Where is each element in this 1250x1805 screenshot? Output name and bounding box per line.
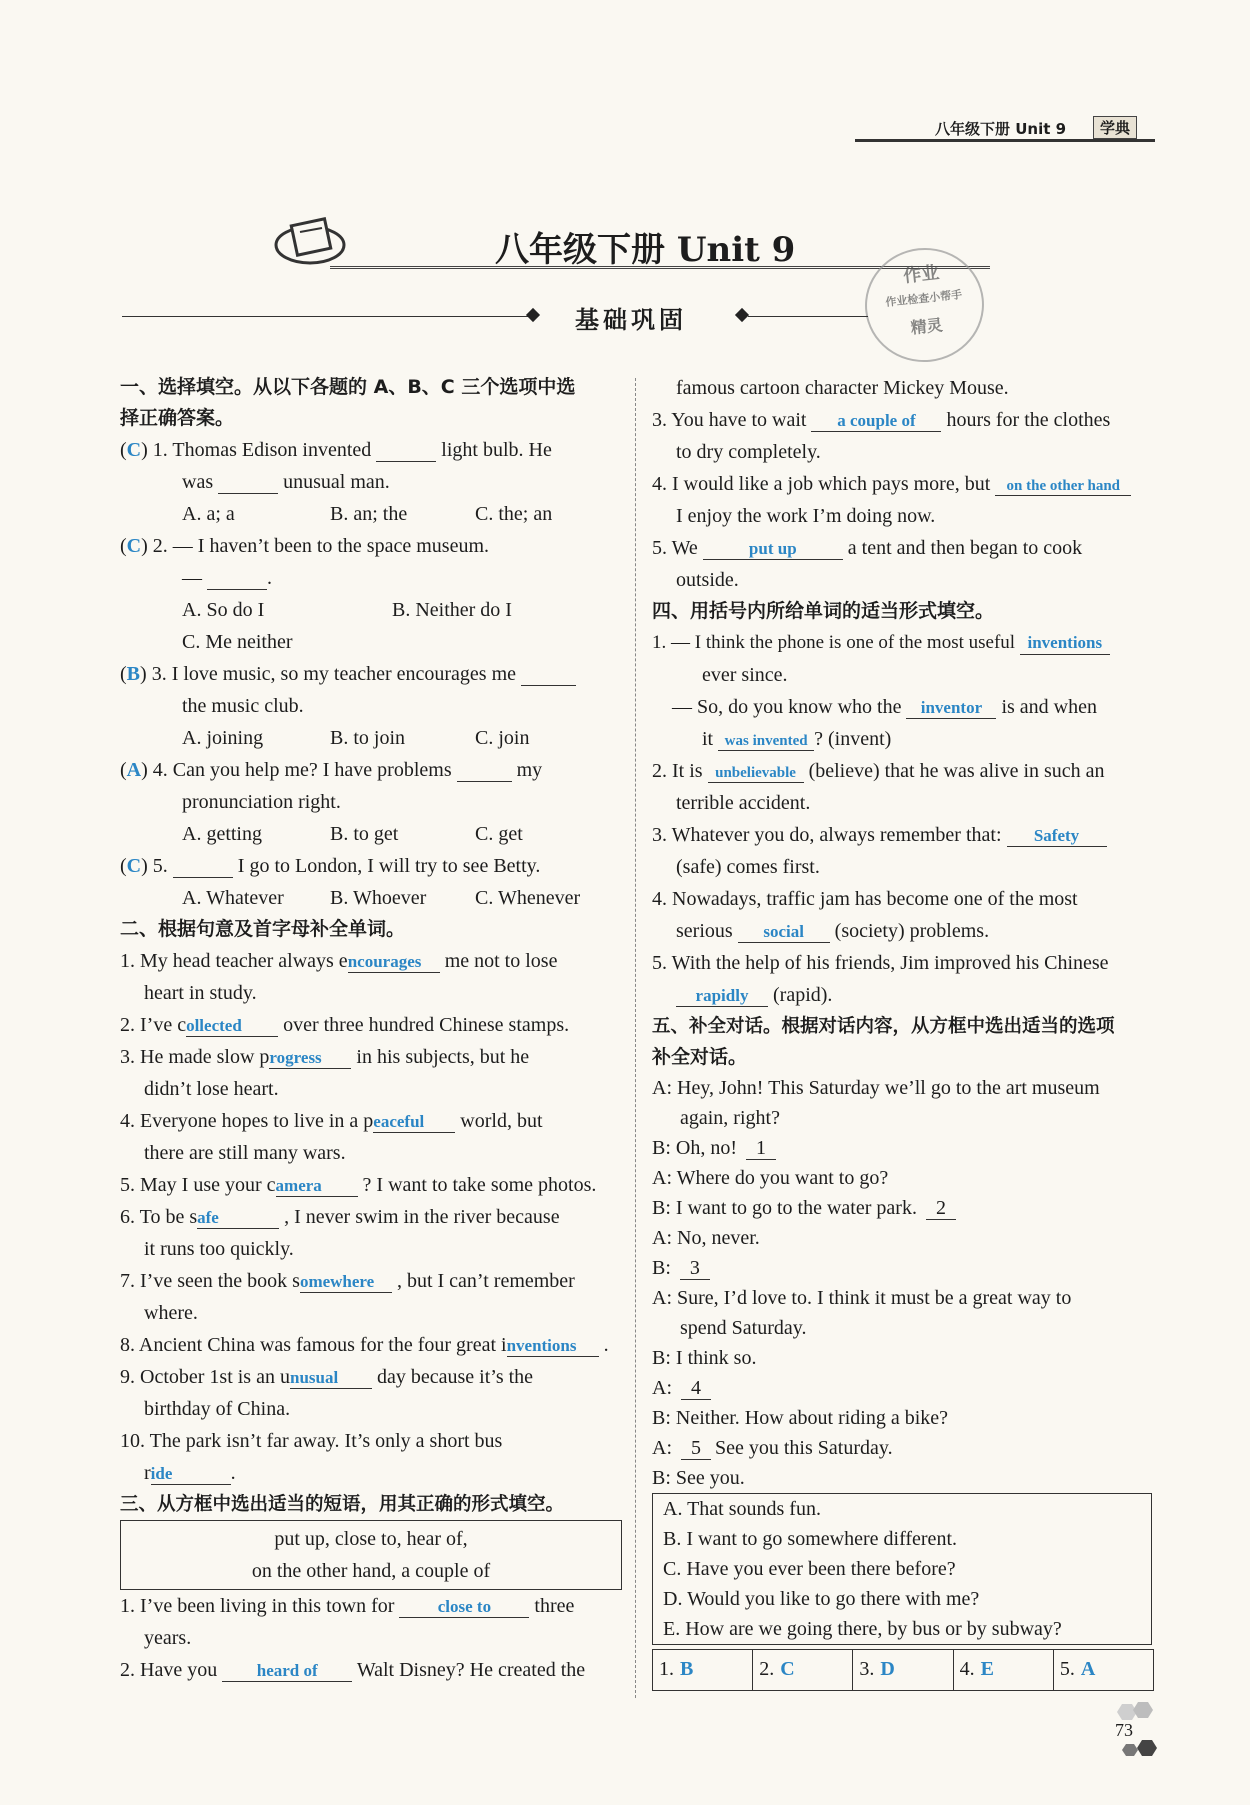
option-a: A. Whatever [182,887,284,909]
dialog-blank [681,1377,711,1400]
answer: C [126,535,142,557]
q-text: 2. Have you [120,1659,218,1681]
option-c: C. join [475,727,530,749]
hexagon-decoration-icon [1112,1700,1162,1760]
blank [507,1334,599,1357]
dialog-line [652,1193,1172,1223]
part1-heading-2: 择正确答案。 [120,407,235,429]
mc-question-1-cont [120,466,640,498]
answer: rogress [269,1048,322,1067]
q-text: 5. [152,855,168,877]
section-rule-left [122,316,532,317]
dialog-line [652,1403,1172,1433]
dialog-blank [746,1137,776,1160]
option-b: B. Neither do I [392,599,512,621]
q-text: 1. I’ve been living in this town for [120,1595,395,1617]
speaker: A: [652,1377,672,1399]
answer: on the other hand [1006,478,1121,494]
q-text: I go to London, I will try to see Betty. [237,855,541,877]
q-text: 3. You have to wait [652,409,807,431]
answer: rapidly [695,986,749,1005]
blank [218,471,278,494]
q-text: my [516,759,543,781]
blank-number: 2 [935,1197,946,1219]
part5-heading-2: 补全对话。 [652,1046,748,1068]
dialog-line [652,1253,1172,1283]
option-b: B. to join [330,727,406,749]
stamp-line3: 精灵 [909,315,944,338]
dialog [652,1073,1172,1493]
q-text: r [144,1462,151,1484]
mc-question-2-cont: — . [182,567,272,589]
answer-cell [1053,1650,1153,1690]
dialog-text: Oh, no! [675,1137,738,1159]
dialog-line [652,1373,1172,1403]
dialog-option: A. That sounds fun. [663,1498,821,1520]
q-text: day because it’s the [376,1366,534,1388]
part2-item-cont: birthday of China. [144,1398,291,1420]
answer-cells [653,1650,1153,1690]
part4-q1b [652,691,1172,723]
dialog-blank [681,1437,711,1460]
dialog-text: Sure, I’d love to. I think it must be a great way to [677,1287,1072,1309]
right-column [652,372,1172,1691]
part3-q3-cont: to dry completely. [676,441,821,463]
answer: nusual [289,1368,339,1387]
blank-number: 4 [691,1377,701,1399]
dialog-line-cont: again, right? [680,1107,780,1129]
blank [1007,824,1107,847]
mc-question-3: (B) 3. I love music, so my teacher encourages me [120,658,640,690]
q-text: serious [676,920,733,942]
mc-options-4 [120,818,640,850]
part4-q4: 4. Nowadays, traffic jam has become one of the most [652,888,1078,910]
dialog-text: Hey, John! This Saturday we’ll go to the art museum [677,1077,1100,1099]
option-b: B. an; the [330,503,408,525]
q-text: 6. To be s [120,1206,198,1228]
answer-number: 2. [759,1658,775,1680]
blank [718,728,814,751]
part4-q1b-cont [652,723,1172,755]
q-text: 1. — I think the phone is one of the most useful [652,632,1016,653]
part3-q4 [652,468,1172,500]
speaker: B: [652,1407,671,1429]
part3-q4-cont: I enjoy the work I’m doing now. [676,505,936,527]
part3-q2-cont: famous cartoon character Mickey Mouse. [676,377,1009,399]
answer: omewhere [299,1272,375,1291]
q-text: Walt Disney? He created the [356,1659,586,1681]
q-text: (rapid). [773,984,833,1006]
speaker: A: [652,1287,672,1309]
dialog-options-box [652,1493,1152,1645]
q-text: 4. Can you help me? I have problems [152,759,452,781]
part2-item [120,1201,640,1233]
q-text: (believe) that he was alive in such an [808,760,1105,782]
part4-q1a [652,627,1172,659]
part2-item-cont: there are still many wars. [144,1142,346,1164]
options-list [663,1494,1151,1644]
speaker: A: [652,1167,672,1189]
blank [222,1659,352,1682]
dialog-text: Where do you want to go? [676,1167,889,1189]
dialog-text: See you. [675,1467,745,1489]
mc-options-5 [120,882,640,914]
blank [300,1270,392,1293]
stamp-line1: 作业 [902,262,941,287]
blank [703,537,843,560]
answer-table [652,1649,1154,1691]
answer: afe [197,1208,219,1227]
q-text: light bulb. He [441,439,552,461]
q-text: 4. I would like a job which pays more, but [652,473,991,495]
dialog-blank [926,1197,956,1220]
header-rule [855,139,1155,142]
q-text: it [702,728,714,750]
answer-cell [752,1650,852,1690]
q-text: unusual man. [283,471,390,493]
mc-options-3 [120,722,640,754]
dialog-line [652,1433,1172,1463]
part3-q1 [120,1590,640,1622]
phrase-box-line1: put up, close to, hear of, [274,1528,468,1550]
blank [738,920,830,943]
option-c: C. get [475,823,523,845]
mc-question-1: (C) 1. Thomas Edison invented light bulb. He [120,439,552,461]
dialog-line [652,1133,1172,1163]
option-c: C. Me neither [182,631,293,653]
q-text: 2. It is [652,760,703,782]
part3-q1-cont: years. [144,1627,192,1649]
part2-item [120,1041,640,1073]
dialog-line [652,1463,1172,1493]
mc-question-5: (C) 5. I go to London, I will try to see Betty. [120,855,541,877]
stamp [859,242,989,368]
part2-item [120,1425,640,1457]
answer-number: 3. [859,1658,875,1680]
part4-q3 [652,819,1172,851]
option-a: A. getting [182,823,262,845]
q-text: 9. October 1st is an u [120,1366,290,1388]
q-text: 5. May I use your c [120,1174,276,1196]
part2-item [120,1265,640,1297]
answer: close to [437,1597,492,1616]
book-logo-icon [272,210,352,270]
dialog-line [652,1223,1172,1253]
page-number: 73 [1115,1720,1133,1740]
speaker: B: [652,1347,671,1369]
answer: C [126,439,142,461]
q-text: 2. — I haven’t been to the space museum. [152,535,489,557]
answer: amera [275,1176,322,1195]
dialog-text: See you this Saturday. [715,1437,893,1459]
option-c: C. Whenever [475,887,581,909]
speaker: B: [652,1257,671,1279]
q-text: , but I can’t remember [396,1270,575,1292]
answer-number: 4. [959,1658,975,1680]
q-text: , I never swim in the river because [284,1206,560,1228]
speaker: B: [652,1137,671,1159]
dialog-text: Neither. How about riding a bike? [675,1407,949,1429]
answer: heard of [256,1661,318,1680]
part3-q5 [652,532,1172,564]
option-a: A. a; a [182,503,235,525]
blank [906,696,996,719]
part4-q3-cont: (safe) comes first. [676,856,820,878]
part3-q2 [120,1654,640,1686]
answer: A [1080,1658,1096,1680]
q-text: 5. We [652,537,698,559]
part2-item-cont [120,1457,640,1489]
dialog-text: No, never. [677,1227,760,1249]
mc-question-2: (C) 2. — I haven’t been to the space museum. [120,535,489,557]
dialog-text: I think so. [675,1347,757,1369]
q-text: (society) problems. [834,920,990,942]
blank [269,1046,351,1069]
dialog-line [652,1163,1172,1193]
answer-number: 5. [1059,1658,1075,1680]
blank [399,1595,529,1618]
answer: B [126,663,141,685]
phrase-box-line2: on the other hand, a couple of [251,1560,491,1582]
answer: D [880,1658,895,1680]
blank [348,950,440,973]
speaker: A: [652,1227,672,1249]
dialog-line-cont: spend Saturday. [680,1317,807,1339]
blank [376,439,436,462]
blank [708,760,804,783]
option-b: B. to get [330,823,399,845]
answer: C [780,1658,795,1680]
running-header [855,118,1155,140]
section-rule-right [748,316,868,317]
q-text: 10. The park isn’t far away. It’s only a short bus [120,1430,503,1452]
q-text: — So, do you know who the [672,696,902,718]
answer: was invented [724,733,808,749]
blank-number: 3 [689,1257,700,1279]
blank [207,567,267,590]
q-text: over three hundred Chinese stamps. [283,1014,570,1036]
dialog-option: D. Would you like to go there with me? [663,1588,980,1610]
part4-q5-cont [652,979,1172,1011]
q-text: 2. I’ve c [120,1014,187,1036]
part2-item-cont: where. [144,1302,198,1324]
q-text: 1. My head teacher always e [120,950,348,972]
q-text: ? (invent) [814,728,892,750]
part2-item [120,1361,640,1393]
q-text: three [534,1595,575,1617]
blank [373,1110,455,1133]
part5-heading: 五、补全对话。根据对话内容，从方框中选出适当的选项 [652,1016,1115,1037]
dialog-line [652,1283,1172,1313]
stamp-line2: 作业检查小帮手 [884,288,963,310]
part1-heading: 一、选择填空。从以下各题的 A、B、C 三个选项中选 [120,376,576,398]
part4-q2-cont: terrible accident. [676,792,811,814]
dialog-option: E. How are we going there, by bus or by subway? [663,1618,1062,1640]
answer-number: 1. [659,1658,674,1680]
option-a: A. So do I [182,599,265,621]
diamond-icon [735,308,749,322]
part2-item-cont: didn’t lose heart. [144,1078,279,1100]
part3-q5-cont: outside. [676,569,739,591]
dialog-line [652,1343,1172,1373]
part4-q1a-cont: ever since. [702,664,788,686]
answer: C [126,855,142,877]
answer: inventor [920,698,983,717]
speaker: A: [652,1077,672,1099]
mc-question-4-cont [120,786,640,818]
q-text: 3. Whatever you do, always remember that: [652,824,1002,846]
q-text: 7. I’ve seen the book s [120,1270,300,1292]
q-text: ? I want to take some photos. [362,1174,597,1196]
answer: social [763,922,804,941]
part2-item [120,1105,640,1137]
part2-heading: 二、根据句意及首字母补全单词。 [120,918,406,940]
part4-q2 [652,755,1172,787]
blank [995,473,1131,496]
answer: E [980,1658,994,1680]
blank [521,663,576,686]
option-b: B. Whoever [330,887,427,909]
q-text: in his subjects, but he [356,1046,530,1068]
answer: a couple of [837,411,916,430]
blank [457,759,512,782]
part2-item [120,1169,640,1201]
header-badge: 学典 [1093,116,1137,139]
part2-item-cont: heart in study. [144,982,257,1004]
phrase-box [120,1520,622,1590]
answer: inventions [1027,633,1103,652]
blank [811,409,941,432]
mc-options-2 [120,594,640,626]
answer-cell [653,1650,752,1690]
part3-heading: 三、从方框中选出适当的短语，用其正确的形式填空。 [120,1494,565,1515]
section-title: 基础巩固 [575,306,687,334]
blank-number: 1 [756,1137,767,1159]
q-text: 3. He made slow p [120,1046,270,1068]
diamond-icon [526,308,540,322]
part3-q3 [652,404,1172,436]
option-a: A. joining [182,727,264,749]
part4-heading: 四、用括号内所给单词的适当形式填空。 [652,600,995,622]
blank [197,1206,279,1229]
speaker: B: [652,1197,671,1219]
mc-question-3-cont [120,690,640,722]
blank [276,1174,358,1197]
blank [1020,633,1110,655]
q-text: a tent and then began to cook [847,537,1083,559]
answer: put up [748,539,797,558]
dialog-blank [680,1257,710,1280]
q-text: pronunciation right. [182,791,341,813]
q-text: — [182,567,202,589]
answer: eaceful [373,1112,425,1131]
dialog-option: B. I want to go somewhere different. [663,1528,957,1550]
part2-item [120,1329,640,1361]
answer: ide [150,1464,173,1483]
speaker: A: [652,1437,672,1459]
q-text: 4. Everyone hopes to live in a p [120,1110,374,1132]
left-column [120,372,640,1686]
part4-q5: 5. With the help of his friends, Jim improved his Chinese [652,952,1109,974]
speaker: B: [652,1467,671,1489]
blank-number: 5 [691,1437,701,1459]
answer: nventions [506,1336,577,1355]
dialog-text: I want to go to the water park. [675,1197,917,1219]
dialog-option: C. Have you ever been there before? [663,1558,956,1580]
part2-list [120,945,640,1489]
answer-cell [953,1650,1053,1690]
answer: A [126,759,142,781]
q-text: . [603,1334,609,1356]
part2-item-cont: it runs too quickly. [144,1238,294,1260]
q-text: world, but [460,1110,543,1132]
answer: ollected [186,1016,242,1035]
part2-item [120,1009,640,1041]
q-text: the music club. [182,695,304,717]
option-c: C. the; an [475,503,553,525]
q-text: was [182,471,214,493]
answer-cell [852,1650,952,1690]
dialog-line [652,1073,1172,1103]
q-text: is and when [1001,696,1097,718]
answer: ncourages [347,952,422,971]
blank [151,1462,231,1485]
blank [676,984,768,1007]
blank [173,855,233,878]
answer: unbelievable [715,765,796,781]
blank [186,1014,278,1037]
q-text: hours for the clothes [946,409,1111,431]
q-text: 1. Thomas Edison invented [152,439,372,461]
part4-q4-cont [652,915,1172,947]
q-text: . [230,1462,236,1484]
q-text: 8. Ancient China was famous for the four great i [120,1334,507,1356]
part2-item [120,945,640,977]
answer: Safety [1033,826,1080,845]
mc-options-2b [120,626,640,658]
blank [290,1366,372,1389]
mc-question-4: (A) 4. Can you help me? I have problems my [120,759,543,781]
q-text: 3. I love music, so my teacher encourages me [151,663,517,685]
page-title: 八年级下册 Unit 9 [495,230,796,270]
answer: B [680,1658,694,1680]
mc-options-1 [120,498,640,530]
header-label: 八年级下册 Unit 9 [935,120,1067,138]
q-text: me not to lose [444,950,558,972]
